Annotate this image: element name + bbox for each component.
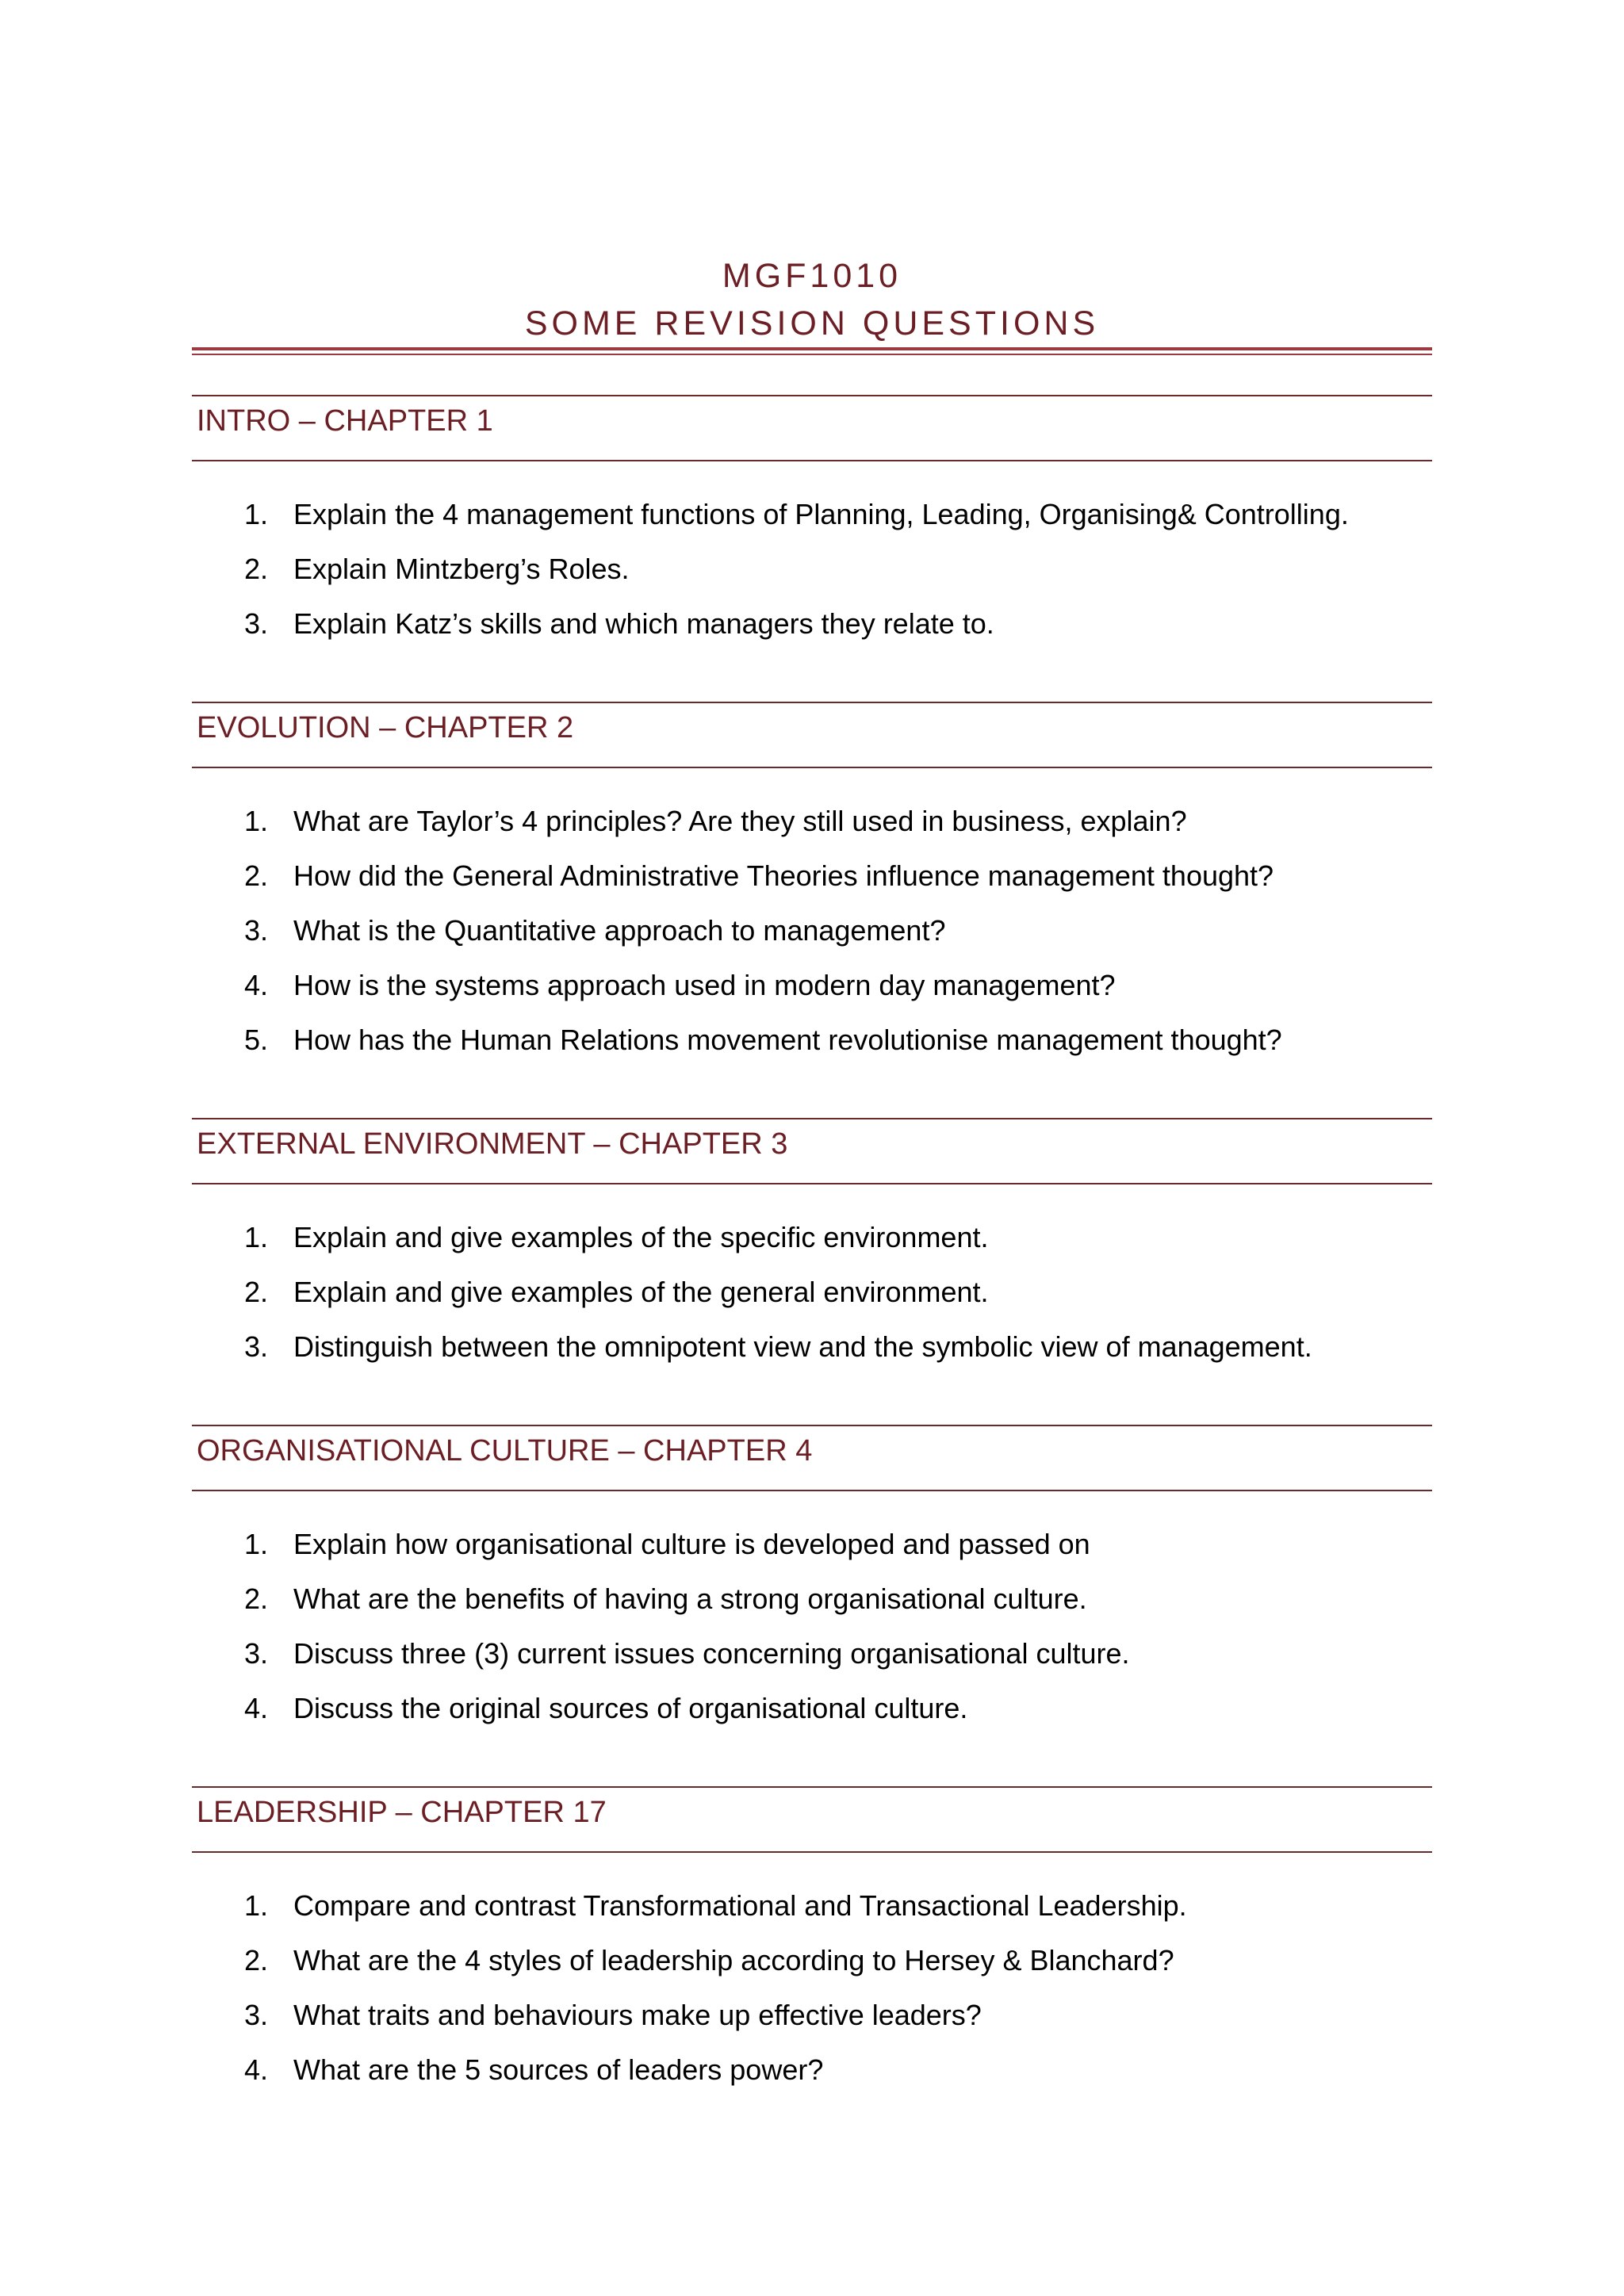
list-item <box>192 903 1432 958</box>
question-text: Discuss the original sources of organisational culture. <box>293 1692 968 1724</box>
question-number: 1. <box>243 1221 268 1253</box>
question-text: Explain and give examples of the general environment. <box>293 1276 989 1308</box>
question-number: 4. <box>243 969 268 1001</box>
list-item <box>192 958 1432 1012</box>
question-list <box>192 768 1432 1067</box>
question-text: Explain how organisational culture is developed and passed on <box>293 1528 1090 1560</box>
section-heading: EXTERNAL ENVIRONMENT – CHAPTER 3 <box>192 1118 1432 1184</box>
list-item <box>192 1681 1432 1735</box>
question-text: Explain Mintzberg’s Roles. <box>293 553 630 585</box>
question-number: 1. <box>243 1889 268 1922</box>
list-item <box>192 1012 1432 1067</box>
question-number: 2. <box>243 859 268 892</box>
question-text: Explain Katz’s skills and which managers they relate to. <box>293 607 994 640</box>
section-leadership <box>192 1786 1432 2097</box>
question-text: How did the General Administrative Theories influence management thought? <box>293 859 1274 892</box>
section-organisational-culture <box>192 1425 1432 1735</box>
list-item <box>192 2042 1432 2097</box>
list-item <box>192 541 1432 596</box>
question-number: 3. <box>243 1330 268 1363</box>
list-item <box>192 1988 1432 2042</box>
question-number: 5. <box>243 1024 268 1056</box>
question-number: 1. <box>243 805 268 837</box>
title-rule-thin <box>192 354 1432 355</box>
question-number: 1. <box>243 1528 268 1560</box>
question-number: 2. <box>243 1276 268 1308</box>
question-number: 3. <box>243 914 268 947</box>
question-text: What are the 5 sources of leaders power? <box>293 2053 824 2086</box>
title-rule <box>192 347 1432 350</box>
question-text: Distinguish between the omnipotent view and the symbolic view of management. <box>293 1330 1312 1363</box>
list-item <box>192 1626 1432 1681</box>
question-list <box>192 1853 1432 2097</box>
document-title <box>192 252 1432 347</box>
section-heading: EVOLUTION – CHAPTER 2 <box>192 702 1432 768</box>
section-evolution <box>192 702 1432 1067</box>
question-number: 2. <box>243 1582 268 1615</box>
question-number: 3. <box>243 607 268 640</box>
question-text: How has the Human Relations movement revolutionise management thought? <box>293 1024 1282 1056</box>
list-item <box>192 1517 1432 1571</box>
section-intro <box>192 395 1432 651</box>
course-code: MGF1010 <box>722 257 902 295</box>
question-list <box>192 1491 1432 1735</box>
question-text: Explain the 4 management functions of Planning, Leading, Organising& Controlling. <box>293 498 1349 530</box>
list-item <box>192 1265 1432 1319</box>
question-number: 4. <box>243 1692 268 1724</box>
question-list <box>192 461 1432 651</box>
question-text: Compare and contrast Transformational and Transactional Leadership. <box>293 1889 1187 1922</box>
section-heading: LEADERSHIP – CHAPTER 17 <box>192 1786 1432 1853</box>
question-number: 3. <box>243 1637 268 1670</box>
list-item <box>192 1210 1432 1265</box>
document-subtitle: SOME REVISION QUESTIONS <box>524 304 1100 342</box>
question-number: 1. <box>243 498 268 530</box>
question-number: 3. <box>243 1999 268 2031</box>
question-number: 2. <box>243 553 268 585</box>
question-number: 4. <box>243 2053 268 2086</box>
question-text: What are the benefits of having a strong organisational culture. <box>293 1582 1087 1615</box>
list-item <box>192 794 1432 848</box>
question-text: What is the Quantitative approach to management? <box>293 914 946 947</box>
section-heading: INTRO – CHAPTER 1 <box>192 395 1432 461</box>
list-item <box>192 1878 1432 1933</box>
question-text: What are the 4 styles of leadership according to Hersey & Blanchard? <box>293 1944 1174 1976</box>
question-text: What traits and behaviours make up effective leaders? <box>293 1999 982 2031</box>
question-text: How is the systems approach used in modern day management? <box>293 969 1116 1001</box>
list-item <box>192 848 1432 903</box>
question-text: What are Taylor’s 4 principles? Are they still used in business, explain? <box>293 805 1187 837</box>
list-item <box>192 1571 1432 1626</box>
question-number: 2. <box>243 1944 268 1976</box>
section-external-environment <box>192 1118 1432 1374</box>
section-heading: ORGANISATIONAL CULTURE – CHAPTER 4 <box>192 1425 1432 1491</box>
question-text: Discuss three (3) current issues concerning organisational culture. <box>293 1637 1130 1670</box>
question-list <box>192 1184 1432 1374</box>
list-item <box>192 487 1432 541</box>
list-item <box>192 1319 1432 1374</box>
list-item <box>192 596 1432 651</box>
question-text: Explain and give examples of the specific environment. <box>293 1221 989 1253</box>
list-item <box>192 1933 1432 1988</box>
